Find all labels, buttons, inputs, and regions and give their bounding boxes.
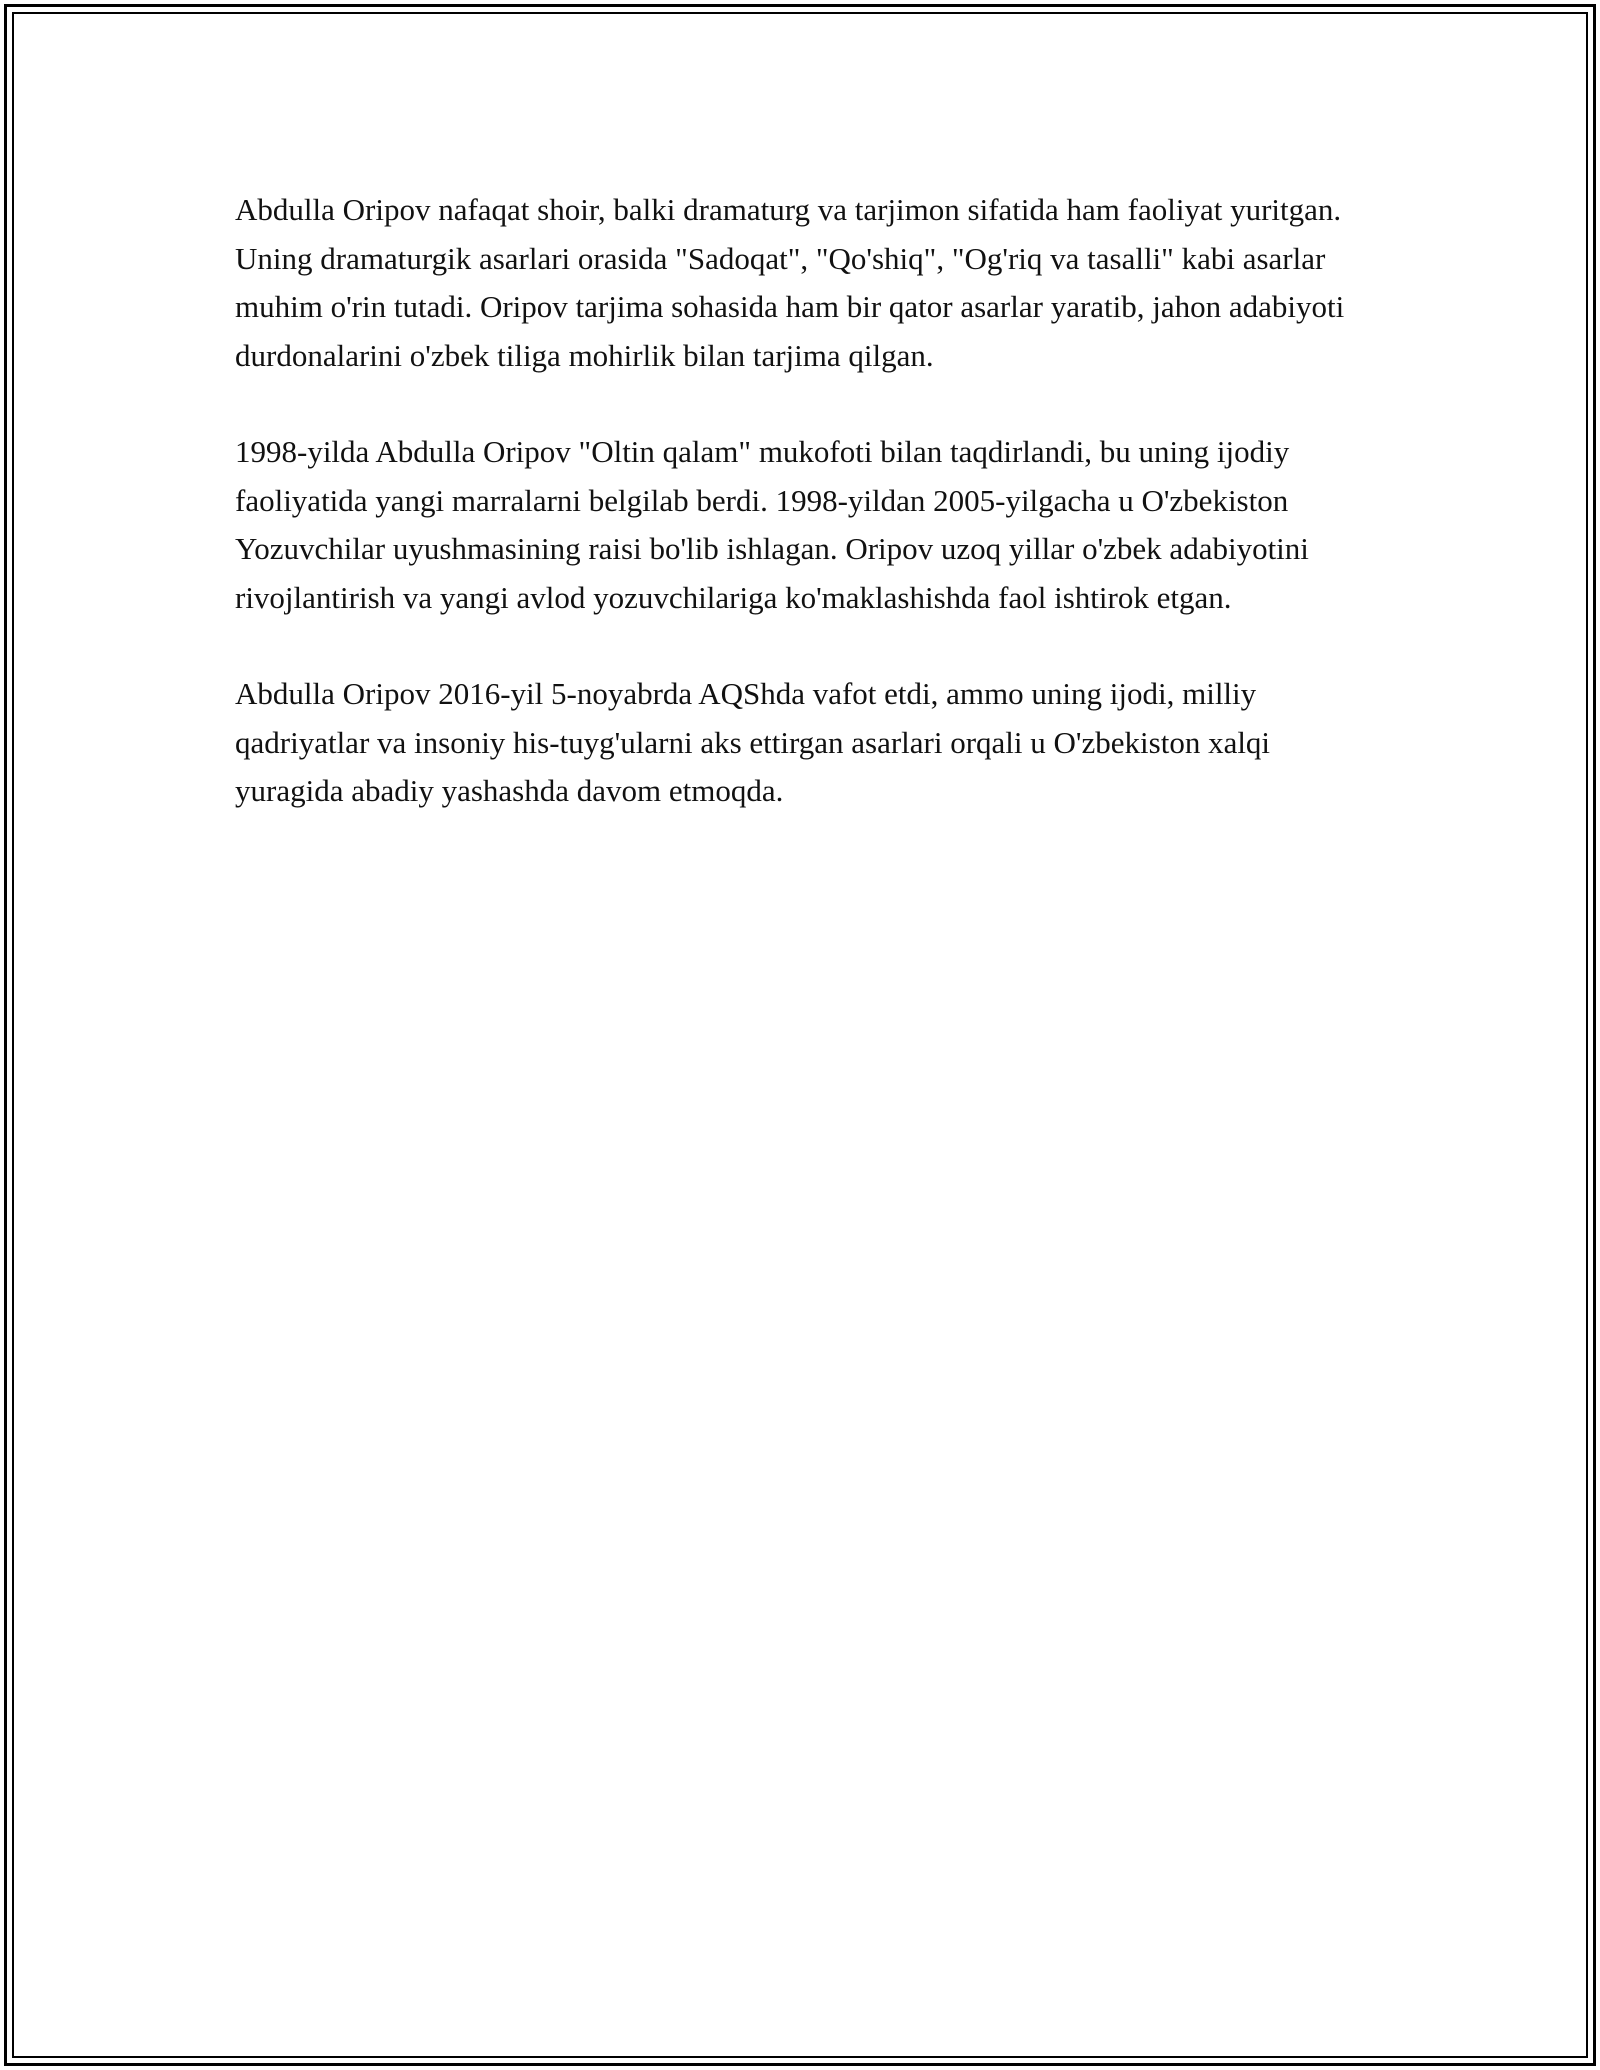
document-body [235, 186, 1375, 864]
paragraph-dramaturgy-translation: Abdulla Oripov nafaqat shoir, balki dramaturg va tarjimon sifatida ham faoliyat yuritgan. Uning dramaturgik asarlari orasida "Sadoqat", "Qo'shiq", "Og'riq va tasalli" kabi asarlar muhim o'rin tutadi. Oripov tarjima sohasida ham bir qator asarlar yaratib, jahon adabiyoti durdonalarini o'zbek tiliga mohirlik bilan tarjima qilgan. [235, 192, 1345, 373]
paragraph-legacy: Abdulla Oripov 2016-yil 5-noyabrda AQShda vafot etdi, ammo uning ijodi, milliy qadriyatlar va insoniy his-tuyg'ularni aks ettirgan asarlari orqali u O'zbekiston xalqi yuragida abadiy yashashda davom etmoqda. [235, 676, 1271, 808]
paragraph-award-leadership: 1998-yilda Abdulla Oripov "Oltin qalam" mukofoti bilan taqdirlandi, bu uning ijodiy faoliyatida yangi marralarni belgilab berdi. 1998-yildan 2005-yilgacha u O'zbekiston Yozuvchilar uyushmasining raisi bo'lib ishlagan. Oripov uzoq yillar o'zbek adabiyotini rivojlantirish va yangi avlod yozuvchilariga ko'maklashishda faol ishtirok etgan. [235, 434, 1309, 615]
